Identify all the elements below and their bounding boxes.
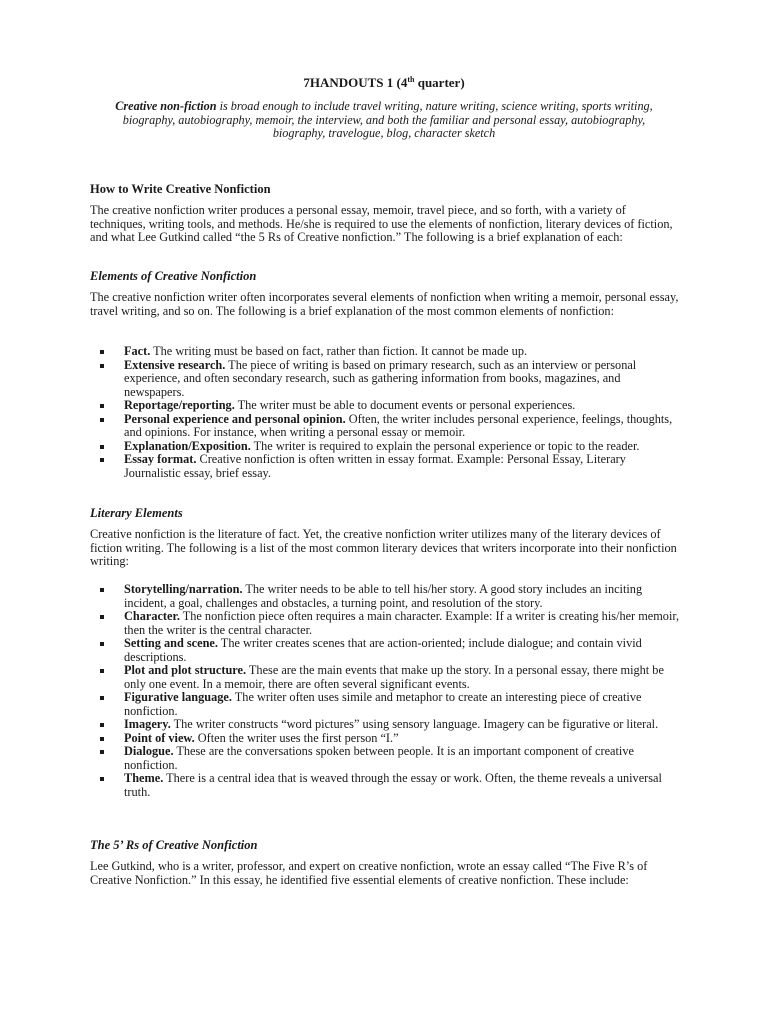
list-item: Imagery. The writer constructs “word pictures” using sensory language. Imagery can be figurative or literal.	[98, 718, 680, 732]
list-item: Reportage/reporting. The writer must be able to document events or personal experiences.	[98, 399, 680, 413]
list-item: Personal experience and personal opinion. Often, the writer includes personal experience, feelings, thoughts, and opinions. For instance, when writing a personal essay or memoir.	[98, 413, 680, 440]
intro-lead: Creative non-fiction	[115, 99, 217, 113]
title-main: 7HANDOUTS 1 (4	[303, 75, 408, 90]
paragraph-literary-elements: Creative nonfiction is the literature of fact. Yet, the creative nonfiction writer utilizes many of the literary devices of fiction writing. The following is a list of the most common literary devices that writers incorporate into their nonfiction writing:	[90, 527, 677, 568]
list-item: Figurative language. The writer often uses simile and metaphor to create an interesting piece of creative nonfiction.	[98, 691, 680, 718]
list-item: Fact. The writing must be based on fact, rather than fiction. It cannot be made up.	[98, 345, 680, 359]
list-item: Storytelling/narration. The writer needs to be able to tell his/her story. A good story includes an inciting incident, a goal, challenges and obstacles, a turning point, and resolution of the story.	[98, 583, 680, 610]
page-title	[0, 72, 768, 91]
intro-paragraph	[100, 100, 668, 141]
heading-elements: Elements of Creative Nonfiction	[90, 269, 257, 283]
list-item: Theme. There is a central idea that is weaved through the essay or work. Often, the theme reveals a universal truth.	[98, 772, 680, 799]
paragraph-how-to-write: The creative nonfiction writer produces a personal essay, memoir, travel piece, and so forth, with a variety of techniques, writing tools, and methods. He/she is required to use the elements of nonfiction, literary devices of fiction, and what Lee Gutkind called “the 5 Rs of Creative nonfiction.” The following is a brief explanation of each:	[90, 203, 673, 244]
heading-literary-elements: Literary Elements	[90, 506, 183, 520]
list-item: Extensive research. The piece of writing is based on primary research, such as an interview or personal experience, and often secondary research, such as gathering information from books, magazines, and newspapers.	[98, 359, 680, 400]
list-elements	[98, 345, 680, 480]
list-literary-elements	[98, 583, 680, 799]
heading-how-to-write: How to Write Creative Nonfiction	[90, 182, 271, 196]
list-item: Explanation/Exposition. The writer is required to explain the personal experience or topic to the reader.	[98, 440, 680, 454]
list-item: Point of view. Often the writer uses the first person “I.”	[98, 732, 680, 746]
list-item: Setting and scene. The writer creates scenes that are action-oriented; include dialogue; and contain vivid descriptions.	[98, 637, 680, 664]
list-item: Essay format. Creative nonfiction is often written in essay format. Example: Personal Essay, Literary Journalistic essay, brief essay.	[98, 453, 680, 480]
list-item: Character. The nonfiction piece often requires a main character. Example: If a writer is creating his/her memoir, then the writer is the central character.	[98, 610, 680, 637]
intro-text: is broad enough to include travel writing, nature writing, science writing, sports writing, biography, autobiography, memoir, the interview, and both the familiar and personal essay, autobiography, biography, travelogue, blog, character sketch	[122, 99, 653, 140]
title-end: quarter)	[414, 75, 465, 90]
list-item: Dialogue. These are the conversations spoken between people. It is an important component of creative nonfiction.	[98, 745, 680, 772]
paragraph-five-rs: Lee Gutkind, who is a writer, professor, and expert on creative nonfiction, wrote an essay called “The Five R’s of Creative Nonfiction.” In this essay, he identified five essential elements of creative nonfiction. These include:	[90, 859, 648, 887]
list-item: Plot and plot structure. These are the main events that make up the story. In a personal essay, there might be only one event. In a memoir, there are often several significant events.	[98, 664, 680, 691]
heading-five-rs: The 5’ Rs of Creative Nonfiction	[90, 838, 258, 852]
title-superscript: th	[407, 75, 415, 84]
paragraph-elements: The creative nonfiction writer often incorporates several elements of nonfiction when writing a memoir, personal essay, travel writing, and so on. The following is a brief explanation of the most common elements of nonfiction:	[90, 290, 679, 318]
